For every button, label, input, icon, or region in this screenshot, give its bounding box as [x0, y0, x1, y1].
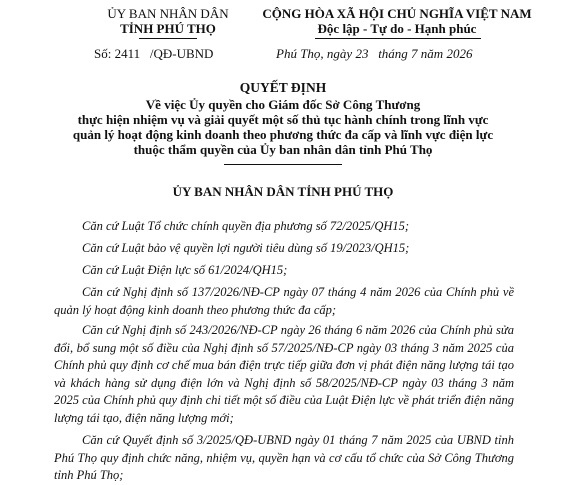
subject-line-4: thuộc thẩm quyền của Ủy ban nhân dân tỉnh Phú Thọ — [133, 142, 433, 157]
issuer-heading: ỦY BAN NHÂN DÂN TỈNH PHÚ THỌ — [172, 184, 394, 199]
legal-basis-5: Căn cứ Nghị định số 243/2026/NĐ-CP ngày 26 tháng 6 năm 2026 của Chính phủ sửa đổi, bổ sung một số điều của Nghị định số 57/2025/NĐ-CP ngày 03 tháng 3 năm 2025 của Chính phủ quy định cơ chế mua bán điện trực tiếp giữa đơn vị phát điện năng lượng tái tạo và khách hàng sử dụng điện lớn và Nghị định số 58/2025/NĐ-CP ngày 03 tháng 3 năm 2025 của Chính phủ quy định chi tiết một số điều của Luật Điện lực về phát triển điện năng lượng tái tạo, điện năng lượng mới; — [54, 323, 514, 425]
subject-line-2: thực hiện nhiệm vụ và giải quyết một số thủ tục hành chính trong lĩnh vực — [77, 112, 489, 127]
national-motto — [238, 6, 556, 36]
nation-line-2: Độc lập - Tự do - Hạnh phúc — [317, 21, 477, 36]
legal-basis-6: Căn cứ Quyết định số 3/2025/QĐ-UBND ngày 01 tháng 7 năm 2025 của UBND tỉnh Phú Thọ quy định chức năng, nhiệm vụ, quyền hạn và cơ cấu tổ chức của Sở Công Thương tỉnh Phú Thọ; — [54, 433, 514, 482]
place-and-date: Phú Thọ, ngày 23 tháng 7 năm 2026 — [276, 46, 473, 61]
legal-basis-2: Căn cứ Luật bảo vệ quyền lợi người tiêu dùng số 19/2023/QH15; — [82, 241, 410, 255]
authority-underline — [139, 38, 197, 39]
subject-line-3: quản lý hoạt động kinh doanh theo phương thức đa cấp và lĩnh vực điện lực — [72, 127, 494, 142]
authority-line-2: TỈNH PHÚ THỌ — [120, 21, 216, 36]
subject-line-1: Về việc Ủy quyền cho Giám đốc Sở Công Thương — [145, 97, 421, 112]
subject-underline — [224, 164, 342, 165]
authority-line-1: ỦY BAN NHÂN DÂN — [107, 6, 229, 21]
nation-line-1: CỘNG HÒA XÃ HỘI CHỦ NGHĨA VIỆT NAM — [262, 6, 532, 21]
issuing-authority — [88, 6, 248, 36]
document-number: Số: 2411 /QĐ-UBND — [94, 46, 214, 61]
legal-basis-3: Căn cứ Luật Điện lực số 61/2024/QH15; — [82, 263, 288, 277]
legal-basis-4: Căn cứ Nghị định số 137/2026/NĐ-CP ngày 07 tháng 4 năm 2026 của Chính phủ về quản lý hoạt động kinh doanh theo phương thức đa cấp; — [54, 285, 514, 317]
legal-basis-1: Căn cứ Luật Tổ chức chính quyền địa phương số 72/2025/QH15; — [82, 219, 410, 233]
motto-underline — [315, 38, 481, 39]
document-heading: QUYẾT ĐỊNH — [239, 80, 327, 95]
